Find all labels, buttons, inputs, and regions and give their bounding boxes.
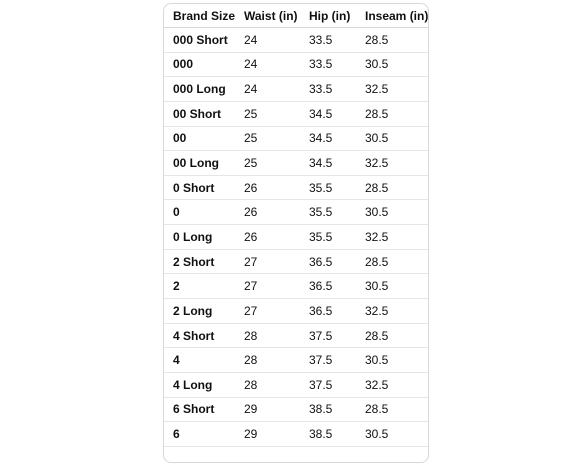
hip-cell: 33.5 [300, 52, 356, 77]
waist-cell: 28 [235, 372, 300, 397]
brand-size-cell: 00 [164, 126, 235, 151]
brand-size-cell: 4 Short [164, 323, 235, 348]
waist-cell: 26 [235, 175, 300, 200]
inseam-cell: 28.5 [356, 397, 428, 422]
table-row [164, 323, 428, 348]
table-row [164, 372, 428, 397]
waist-cell: 25 [235, 101, 300, 126]
hip-cell: 38.5 [300, 397, 356, 422]
inseam-cell: 32.5 [356, 225, 428, 250]
inseam-cell: 30.5 [356, 422, 428, 447]
inseam-cell: 30.5 [356, 52, 428, 77]
brand-size-cell: 000 [164, 52, 235, 77]
inseam-cell: 28.5 [356, 101, 428, 126]
table-row [164, 175, 428, 200]
inseam-cell: 30.5 [356, 200, 428, 225]
hip-cell: 35.5 [300, 225, 356, 250]
size-chart-table-container [163, 3, 429, 463]
brand-size-cell: 0 Long [164, 225, 235, 250]
waist-cell: 28 [235, 348, 300, 373]
waist-cell: 24 [235, 28, 300, 53]
waist-cell: 26 [235, 200, 300, 225]
brand-size-cell: 4 Long [164, 372, 235, 397]
brand-size-cell: 4 [164, 348, 235, 373]
hip-cell: 38.5 [300, 422, 356, 447]
size-chart-table [164, 4, 428, 447]
column-header-waist: Waist (in) [235, 4, 300, 28]
inseam-cell: 30.5 [356, 274, 428, 299]
hip-cell: 33.5 [300, 28, 356, 53]
brand-size-cell: 2 [164, 274, 235, 299]
hip-cell: 37.5 [300, 323, 356, 348]
inseam-cell: 32.5 [356, 299, 428, 324]
table-row [164, 200, 428, 225]
hip-cell: 35.5 [300, 200, 356, 225]
table-row [164, 52, 428, 77]
inseam-cell: 32.5 [356, 372, 428, 397]
waist-cell: 27 [235, 274, 300, 299]
hip-cell: 36.5 [300, 274, 356, 299]
brand-size-cell: 000 Long [164, 77, 235, 102]
table-header-row [164, 4, 428, 28]
inseam-cell: 28.5 [356, 175, 428, 200]
waist-cell: 24 [235, 77, 300, 102]
inseam-cell: 28.5 [356, 249, 428, 274]
table-row [164, 77, 428, 102]
column-header-brand-size: Brand Size [164, 4, 235, 28]
waist-cell: 27 [235, 249, 300, 274]
column-header-hip: Hip (in) [300, 4, 356, 28]
brand-size-cell: 00 Long [164, 151, 235, 176]
table-row [164, 397, 428, 422]
inseam-cell: 32.5 [356, 77, 428, 102]
inseam-cell: 28.5 [356, 28, 428, 53]
waist-cell: 25 [235, 126, 300, 151]
table-row [164, 274, 428, 299]
table-row [164, 225, 428, 250]
inseam-cell: 28.5 [356, 323, 428, 348]
inseam-cell: 32.5 [356, 151, 428, 176]
table-row [164, 28, 428, 53]
waist-cell: 27 [235, 299, 300, 324]
table-row [164, 101, 428, 126]
brand-size-cell: 00 Short [164, 101, 235, 126]
brand-size-cell: 6 Short [164, 397, 235, 422]
table-row [164, 151, 428, 176]
hip-cell: 33.5 [300, 77, 356, 102]
table-row [164, 249, 428, 274]
waist-cell: 29 [235, 397, 300, 422]
table-row [164, 126, 428, 151]
table-row [164, 422, 428, 447]
table-row [164, 348, 428, 373]
waist-cell: 26 [235, 225, 300, 250]
hip-cell: 36.5 [300, 299, 356, 324]
brand-size-cell: 000 Short [164, 28, 235, 53]
inseam-cell: 30.5 [356, 126, 428, 151]
hip-cell: 34.5 [300, 151, 356, 176]
brand-size-cell: 2 Short [164, 249, 235, 274]
hip-cell: 34.5 [300, 126, 356, 151]
brand-size-cell: 2 Long [164, 299, 235, 324]
waist-cell: 25 [235, 151, 300, 176]
hip-cell: 37.5 [300, 372, 356, 397]
waist-cell: 29 [235, 422, 300, 447]
table-row [164, 299, 428, 324]
hip-cell: 36.5 [300, 249, 356, 274]
inseam-cell: 30.5 [356, 348, 428, 373]
waist-cell: 24 [235, 52, 300, 77]
hip-cell: 35.5 [300, 175, 356, 200]
waist-cell: 28 [235, 323, 300, 348]
hip-cell: 34.5 [300, 101, 356, 126]
brand-size-cell: 6 [164, 422, 235, 447]
brand-size-cell: 0 [164, 200, 235, 225]
hip-cell: 37.5 [300, 348, 356, 373]
column-header-inseam: Inseam (in) [356, 4, 428, 28]
brand-size-cell: 0 Short [164, 175, 235, 200]
table-body [164, 28, 428, 447]
